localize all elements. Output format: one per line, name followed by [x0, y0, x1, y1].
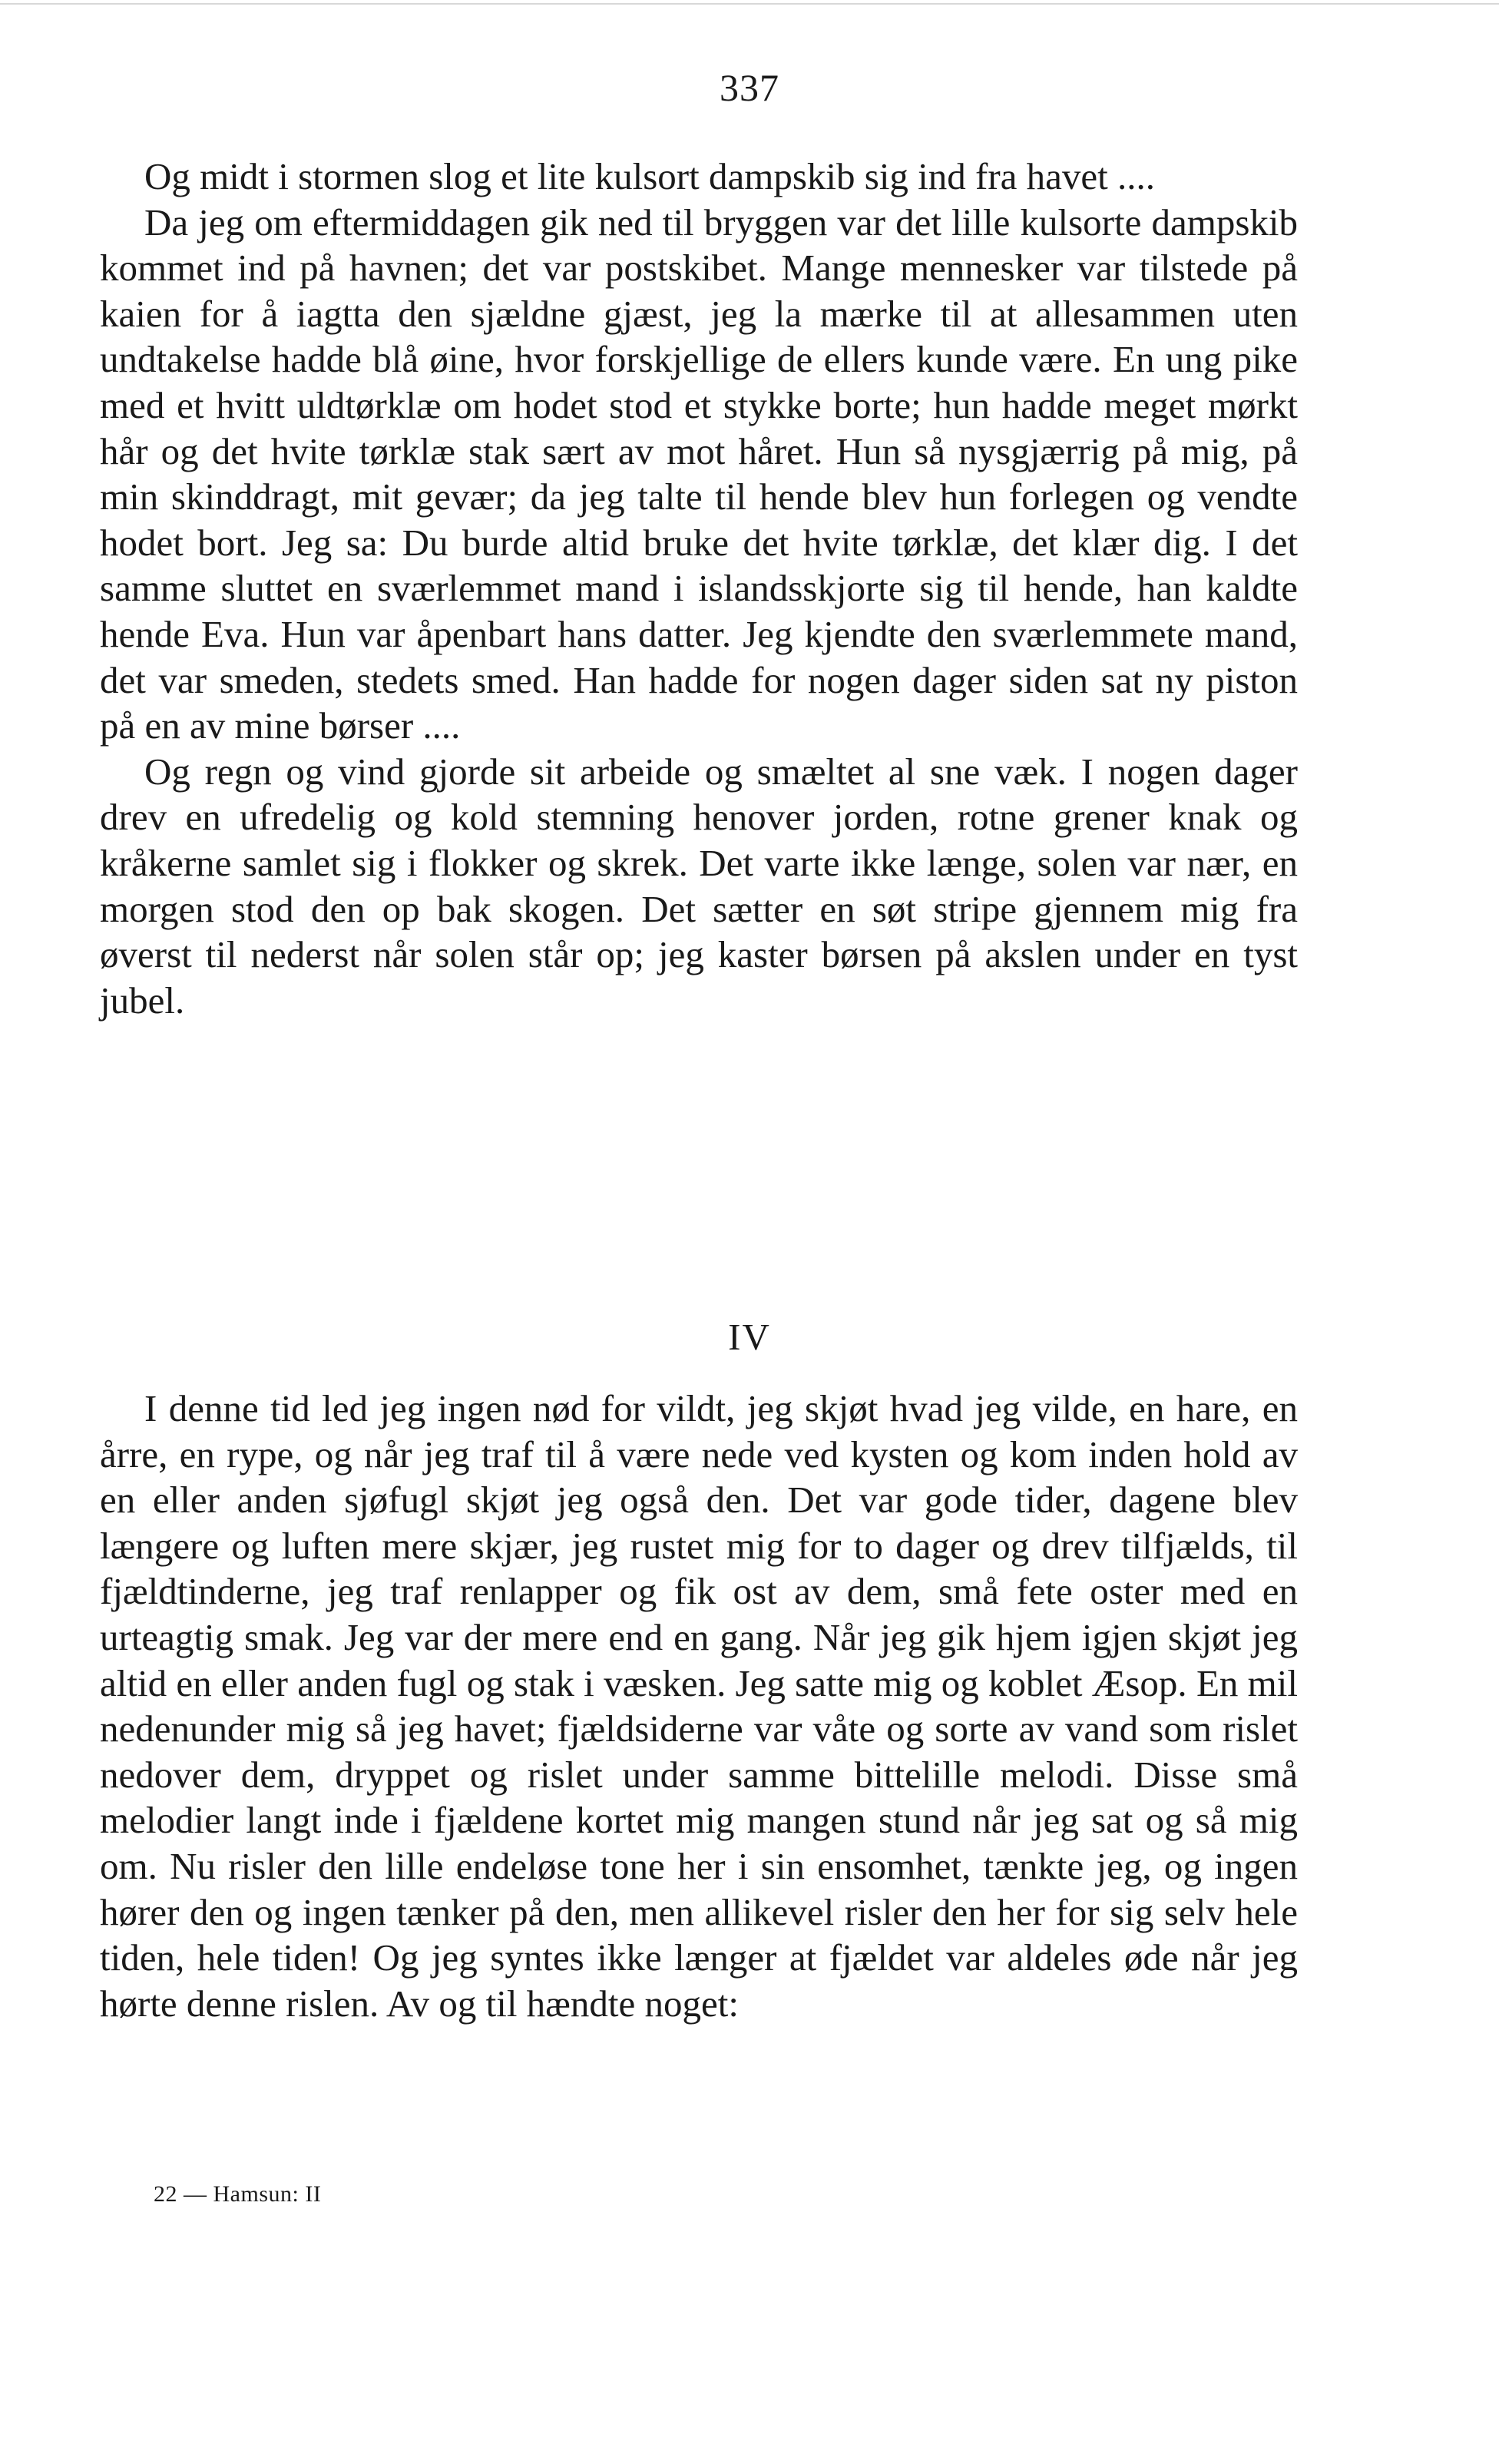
paragraph: Og midt i stormen slog et lite kulsort dampskib sig ind fra havet ....	[144, 155, 1156, 197]
paragraph: I denne tid led jeg ingen nød for vildt, jeg skjøt hvad jeg vilde, en hare, en årre, en rype, og når jeg traf til å være nede ved kysten og kom inden hold av en eller anden sjøfugl skjøt jeg også den. Det var gode tider, dagene blev længere og luften mere skjær, jeg rustet mig for to dager og drev tilfjælds, til fjældtinderne, jeg traf renlapper og fik ost av dem, små fete oster med en urteagtig smak. Jeg var der mere end en gang. Når jeg gik hjem igjen skjøt jeg altid en eller anden fugl og stak i væsken. Jeg satte mig og koblet Æsop. En mil nedenunder mig så jeg havet; fjældsiderne var våte og sorte av vand som rislet nedover dem, dryppet og rislet under samme bittelille melodi. Disse små melodier langt inde i fjældene kortet mig mangen stund når jeg sat og så mig om. Nu risler den lille endeløse tone her i sin ensomhet, tænkte jeg, og ingen hører den og ingen tænker på den, men allikevel risler den her for sig selv hele tiden, hele tiden! Og jeg syntes ikke længer at fjældet var aldeles øde når jeg hørte denne rislen. Av og til hændte noget:	[100, 1387, 1298, 2025]
paragraph: Da jeg om eftermiddagen gik ned til bryggen var det lille kulsorte dampskib kommet ind på havnen; det var postskibet. Mange mennesker var tilstede på kaien for å iagtta den sjældne gjæst, jeg la mærke til at allesammen uten undtakelse hadde blå øine, hvor forskjellige de ellers kunde være. En ung pike med et hvitt uldtørklæ om hodet stod et stykke borte; hun hadde meget mørkt hår og det hvite tørklæ stak sært av mot håret. Hun så nysgjærrig på mig, på min skinddragt, mit gevær; da jeg talte til hende blev hun forlegen og vendte hodet bort. Jeg sa: Du burde altid bruke det hvite tørklæ, det klær dig. I det samme sluttet en sværlemmet mand i islandsskjorte sig til hende, han kaldte hende Eva. Hun var åpenbart hans datter. Jeg kjendte den sværlemmete mand, det var smeden, stedets smed. Han hadde for nogen dager siden sat ny piston på en av mine børser ....	[100, 200, 1298, 747]
page-number: 337	[720, 66, 779, 109]
text-block-bottom	[100, 1386, 1298, 2026]
text-block-top	[100, 154, 1298, 1023]
top-edge-line	[0, 3, 1499, 5]
paragraph: Og regn og vind gjorde sit arbeide og smæltet al sne væk. I nogen dager drev en ufredelig og kold stemning henover jorden, rotne grener knak og kråkerne samlet sig i flokker og skrek. Det varte ikke længe, solen var nær, en morgen stod den op bak skogen. Det sætter en søt stripe gjennem mig fra øverst til nederst når solen står op; jeg kaster børsen på akslen under en tyst jubel.	[100, 750, 1298, 1022]
section-heading: IV	[728, 1316, 771, 1358]
page-footer: 22 — Hamsun: II	[154, 2181, 322, 2207]
